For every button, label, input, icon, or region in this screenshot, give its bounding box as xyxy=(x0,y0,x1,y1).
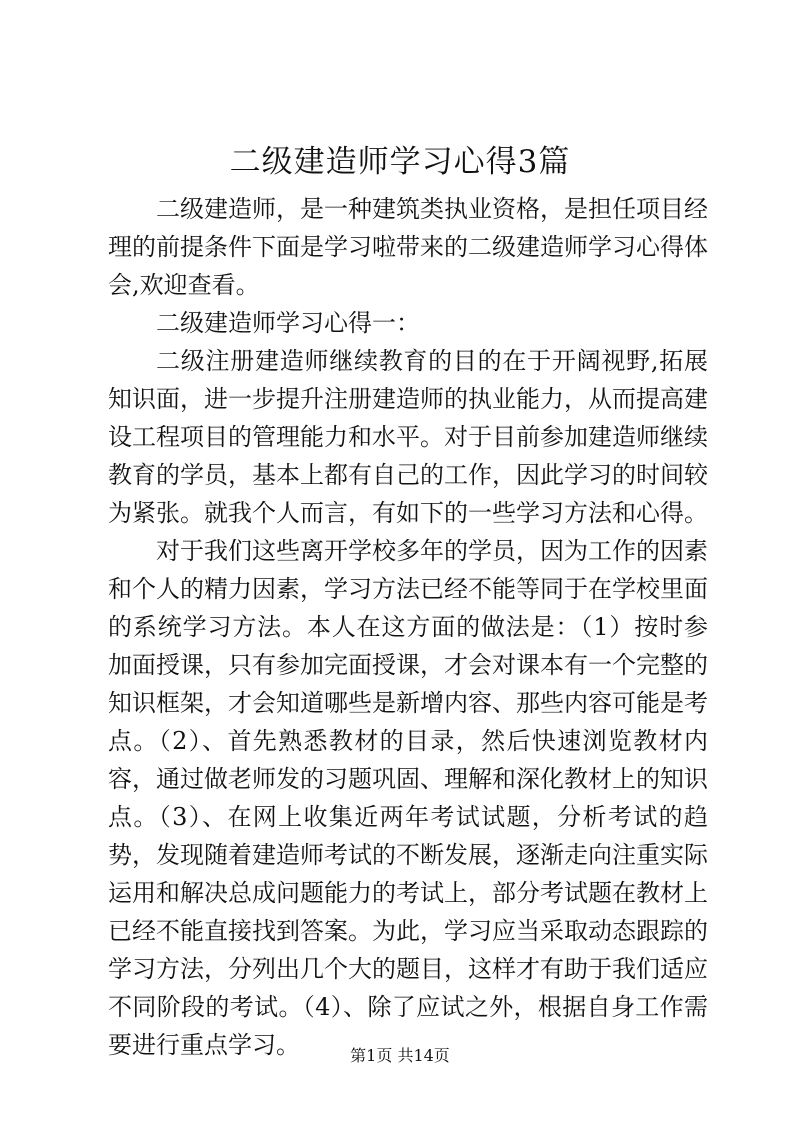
document-body xyxy=(108,190,708,1064)
paragraph-methods: 对于我们这些离开学校多年的学员，因为工作的因素和个人的精力因素，学习方法已经不能等同于在学校里面的系统学习方法。本人在这方面的做法是：（1）按时参加面授课，只有参加完面授课，才会对课本有一个完整的知识框架，才会知道哪些是新增内容、那些内容可能是考点。（2）、首先熟悉教材的目录，然后快速浏览教材内容，通过做老师发的习题巩固、理解和深化教材上的知识点。（3）、在网上收集近两年考试试题，分析考试的趋势，发现随着建造师考试的不断发展，逐渐走向注重实际运用和解决总成问题能力的考试上，部分考试题在教材上已经不能直接找到答案。为此，学习应当采取动态跟踪的学习方法，分列出几个大的题目，这样才有助于我们适应不同阶段的考试。（4）、除了应试之外，根据自身工作需要进行重点学习。 xyxy=(108,537,708,1059)
paragraph-purpose: 二级注册建造师继续教育的目的在于开阔视野,拓展知识面，进一步提升注册建造师的执业能力，从而提高建设工程项目的管理能力和水平。对于目前参加建造师继续教育的学员，基本上都有自己的工作，因此学习的时间较为紧张。就我个人而言，有如下的一些学习方法和心得。 xyxy=(108,347,708,527)
document-title: 二级建造师学习心得3篇 xyxy=(229,144,571,180)
paragraph-intro: 二级建造师，是一种建筑类执业资格，是担任项目经理的前提条件下面是学习啦带来的二级建造师学习心得体会,欢迎查看。 xyxy=(108,195,708,299)
paragraph-heading-one: 二级建造师学习心得一： xyxy=(156,309,420,337)
page-number-footer: 第1页 共14页 xyxy=(350,1046,450,1065)
